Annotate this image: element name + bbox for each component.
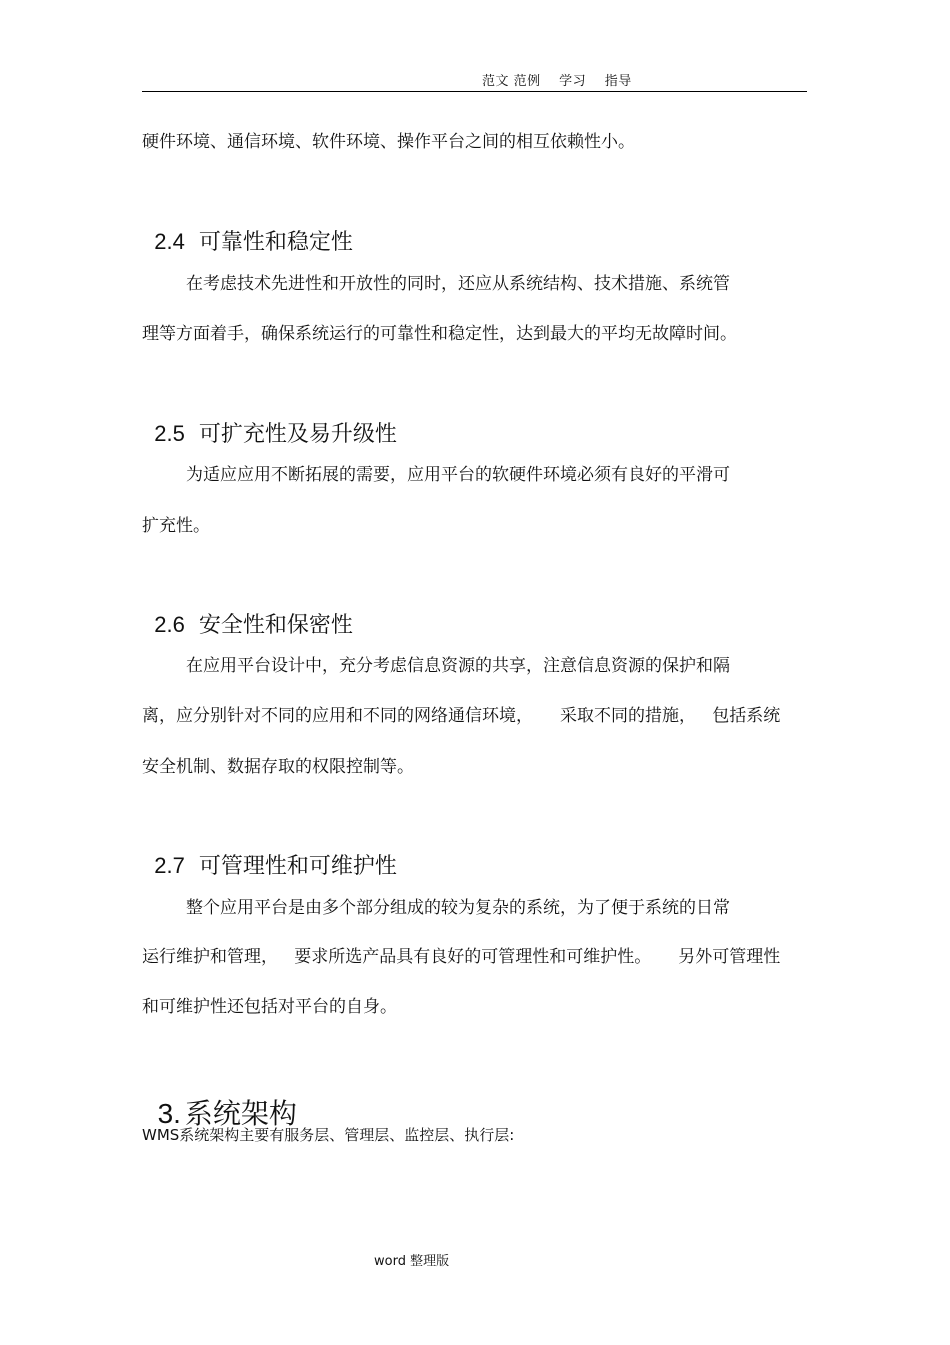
section-number: 2.7 xyxy=(154,853,185,878)
paragraph-line: 整个应用平台是由多个部分组成的较为复杂的系统，为了便于系统的日常 xyxy=(186,898,730,918)
section-heading-2-7 xyxy=(142,821,397,881)
intro-line: 硬件环境、通信环境、软件环境、操作平台之间的相互依赖性小。 xyxy=(142,132,635,152)
page-header: 范文 范例 学习 指导 xyxy=(482,74,632,89)
section-heading-2-6 xyxy=(142,580,353,640)
section-title: 可扩充性及易升级性 xyxy=(198,421,397,446)
paragraph-line: 离，应分别针对不同的应用和不同的网络通信环境， 采取不同的措施， 包括系统 xyxy=(142,706,781,726)
section-number: 2.6 xyxy=(154,612,185,637)
architecture-intro: WMS系统架构主要有服务层、管理层、监控层、执行层: xyxy=(142,1126,515,1144)
chapter-heading-3 xyxy=(142,1060,297,1132)
section-number: 2.5 xyxy=(154,421,185,446)
section-title: 可管理性和可维护性 xyxy=(198,853,397,878)
chapter-number: 3. xyxy=(157,1098,181,1129)
section-heading-2-5 xyxy=(142,389,397,449)
paragraph-line: 安全机制、数据存取的权限控制等。 xyxy=(142,757,414,777)
paragraph-line: 在考虑技术先进性和开放性的同时，还应从系统结构、技术措施、系统管 xyxy=(186,274,730,294)
header-divider xyxy=(142,91,807,92)
section-title: 安全性和保密性 xyxy=(198,612,353,637)
paragraph-line: 和可维护性还包括对平台的自身。 xyxy=(142,997,397,1017)
paragraph-line: 为适应应用不断拓展的需要，应用平台的软硬件环境必须有良好的平滑可 xyxy=(186,465,730,485)
paragraph-line: 在应用平台设计中，充分考虑信息资源的共享，注意信息资源的保护和隔 xyxy=(186,656,730,676)
paragraph-line: 运行维护和管理， 要求所选产品具有良好的可管理性和可维护性。 另外可管理性 xyxy=(142,947,781,967)
section-heading-2-4 xyxy=(142,197,353,257)
chapter-title: 系统架构 xyxy=(184,1098,297,1129)
section-number: 2.4 xyxy=(154,229,185,254)
section-title: 可靠性和稳定性 xyxy=(198,229,353,254)
paragraph-line: 扩充性。 xyxy=(142,516,210,536)
paragraph-line: 理等方面着手，确保系统运行的可靠性和稳定性，达到最大的平均无故障时间。 xyxy=(142,324,737,344)
page-footer: word 整理版 xyxy=(374,1254,450,1269)
